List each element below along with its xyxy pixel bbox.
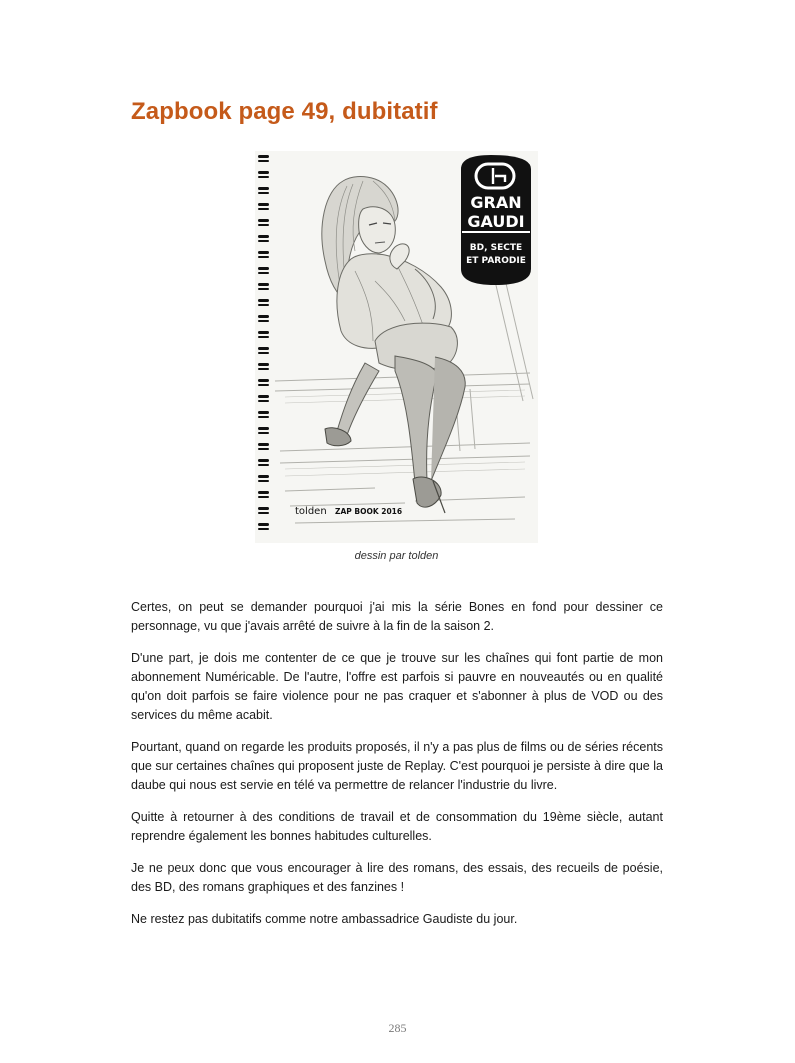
- logo-text-gaudi: GAUDI: [467, 212, 525, 231]
- article-body: [131, 598, 663, 942]
- paragraph: Pourtant, quand on regarde les produits proposés, il n'y a pas plus de films ou de séries récents que sur certaines chaînes qui proposent juste de Replay. C'est pourquoi je persiste à dire que la daube qui nous est servie en télé va permettre de relancer l'industrie du livre.: [131, 740, 663, 792]
- pencil-drawing-icon: [255, 151, 538, 543]
- paragraph: D'une part, je dois me contenter de ce que je trouve sur les chaînes qui font partie de mon abonnement Numéricable. De l'autre, l'offre est parfois si pauvre en nouveautés ou en qualité qu'on doit parfois se faire violence pour ne pas craquer et s'abonner à plus de VOD ou des services du même acabit.: [131, 651, 663, 722]
- paragraph: Je ne peux donc que vous encourager à lire des romans, des essais, des recueils de poésie, des BD, des romans graphiques et des fanzines !: [131, 861, 663, 894]
- sketchbook-illustration: [255, 151, 538, 543]
- gran-gaudi-logo: [461, 155, 531, 285]
- zapbook-label: ZAP BOOK 2016: [335, 507, 403, 516]
- paragraph: Ne restez pas dubitatifs comme notre ambassadrice Gaudiste du jour.: [131, 912, 518, 926]
- page-number: 285: [388, 1021, 407, 1035]
- logo-text-parodie: ET PARODIE: [466, 256, 526, 266]
- paragraph: Quitte à retourner à des conditions de travail et de consommation du 19ème siècle, autant reprendre également les bonnes habitudes culturelles.: [131, 810, 663, 843]
- logo-text-gran: GRAN: [470, 193, 522, 212]
- artist-signature: tolden: [295, 506, 327, 517]
- figure-caption: dessin par tolden: [354, 550, 439, 562]
- page-title: Zapbook page 49, dubitatif: [131, 98, 438, 125]
- paragraph: Certes, on peut se demander pourquoi j'ai mis la série Bones en fond pour dessiner ce personnage, vu que j'avais arrêté de suivre à la fin de la saison 2.: [131, 600, 663, 633]
- logo-text-bd-secte: BD, SECTE: [469, 243, 523, 253]
